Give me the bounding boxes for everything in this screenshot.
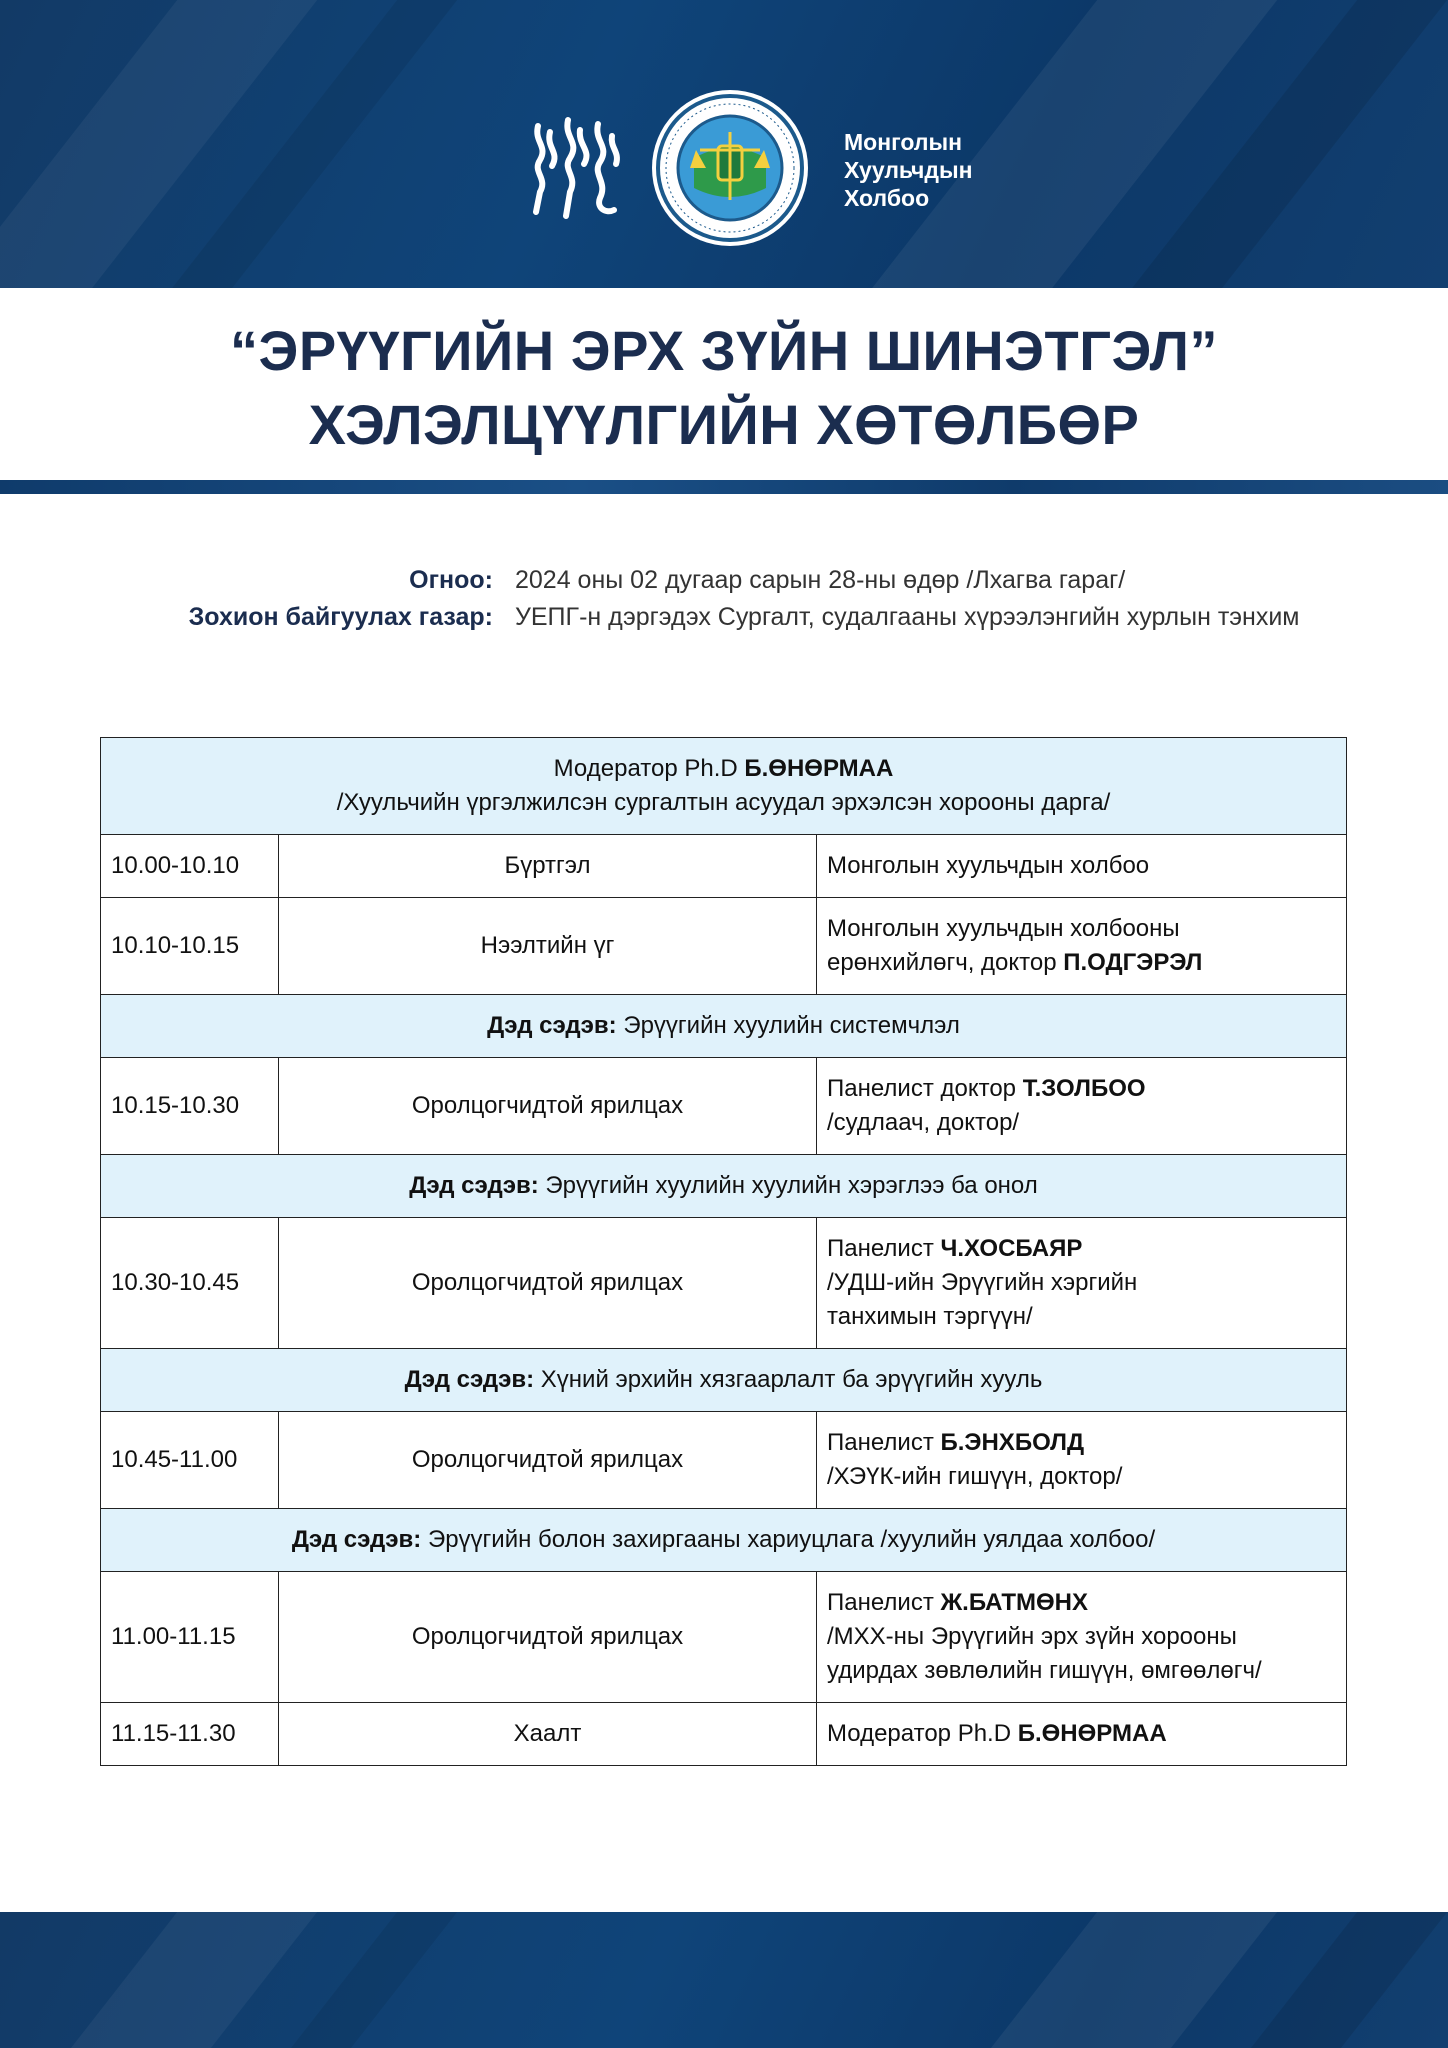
- date-row: [0, 562, 1448, 599]
- subtopic-row: [101, 1349, 1347, 1412]
- org-name-line-1: Монголын: [844, 129, 962, 155]
- date-label: Огноо:: [409, 566, 493, 594]
- speaker-role-line-1: /МХХ-ны Эрүүгийн эрх зүйн хорооны: [827, 1623, 1237, 1650]
- time-cell: 10.45-11.00: [101, 1412, 279, 1509]
- subtopic-label: Дэд сэдэв:: [409, 1172, 539, 1199]
- title-line-1: “ЭРҮҮГИЙН ЭРХ ЗҮЙН ШИНЭТГЭЛ”: [230, 319, 1218, 382]
- speaker-name: Ч.ХОСБАЯР: [940, 1235, 1083, 1262]
- subtopic-row: [101, 1155, 1347, 1218]
- footer-banner: [0, 1912, 1448, 2048]
- speaker-prefix: Панелист: [827, 1235, 941, 1262]
- subtopic-text: Эрүүгийн болон захиргааны хариуцлага /хуулийн уялдаа холбоо/: [427, 1526, 1156, 1553]
- table-row: [101, 1412, 1347, 1509]
- time-cell: 10.30-10.45: [101, 1218, 279, 1349]
- subtopic-text: Эрүүгийн хуулийн хуулийн хэрэглээ ба онол: [545, 1172, 1038, 1199]
- org-name-line-3: Холбоо: [844, 185, 930, 211]
- speaker-role: /ХЭҮК-ийн гишүүн, доктор/: [827, 1463, 1123, 1490]
- speaker-name: Б.ӨНӨРМАА: [1017, 1720, 1167, 1747]
- speaker-prefix: ерөнхийлөгч, доктор: [827, 949, 1064, 976]
- speaker-cell: [817, 898, 1347, 995]
- subtopic-label: Дэд сэдэв:: [404, 1366, 535, 1393]
- speaker-role-line-2: танхимын тэргүүн/: [827, 1303, 1033, 1330]
- activity-cell: Нээлтийн үг: [279, 898, 817, 995]
- speaker-cell: [817, 1218, 1347, 1349]
- speaker-name: П.ОДГЭРЭЛ: [1063, 949, 1203, 976]
- activity-cell: Оролцогчидтой ярилцах: [279, 1058, 817, 1155]
- speaker-role-line-2: удирдах зөвлөлийн гишүүн, өмгөөлөгч/: [827, 1657, 1262, 1684]
- speaker-cell: Монголын хуульчдын холбоо: [817, 835, 1347, 898]
- moderator-cell: [101, 738, 1347, 835]
- activity-cell: Оролцогчидтой ярилцах: [279, 1572, 817, 1703]
- speaker-name: Т.ЗОЛБОО: [1022, 1075, 1146, 1102]
- speaker-cell: [817, 1412, 1347, 1509]
- moderator-row: [101, 738, 1347, 835]
- time-cell: 10.15-10.30: [101, 1058, 279, 1155]
- subtopic-label: Дэд сэдэв:: [487, 1012, 617, 1039]
- subtopic-cell: [101, 1155, 1347, 1218]
- speaker-prefix: Панелист: [827, 1429, 941, 1456]
- logo-group: [520, 88, 1040, 248]
- mongolian-script-logo-icon: [520, 112, 630, 224]
- subtopic-cell: [101, 1509, 1347, 1572]
- speaker-role-line-1: /УДШ-ийн Эрүүгийн хэргийн: [827, 1269, 1138, 1296]
- moderator-prefix: Модератор Ph.D: [553, 755, 745, 782]
- time-cell: 11.15-11.30: [101, 1703, 279, 1766]
- speaker-cell: [817, 1058, 1347, 1155]
- venue-label: Зохион байгуулах газар:: [188, 603, 493, 631]
- time-cell: 10.10-10.15: [101, 898, 279, 995]
- org-name: [844, 128, 973, 212]
- speaker-prefix: Панелист доктор: [827, 1075, 1023, 1102]
- title-line-2: ХЭЛЭЛЦҮҮЛГИЙН ХӨТӨЛБӨР: [308, 393, 1140, 456]
- activity-cell: Хаалт: [279, 1703, 817, 1766]
- speaker-cell: [817, 1703, 1347, 1766]
- activity-cell: Оролцогчидтой ярилцах: [279, 1412, 817, 1509]
- subtopic-cell: [101, 1349, 1347, 1412]
- divider-bar: [0, 480, 1448, 494]
- time-cell: 11.00-11.15: [101, 1572, 279, 1703]
- moderator-role: /Хуульчийн үргэлжилсэн сургалтын асуудал эрхэлсэн хорооны дарга/: [336, 789, 1111, 816]
- table-row: [101, 1058, 1347, 1155]
- bar-association-emblem-icon: [650, 88, 810, 248]
- time-cell: 10.00-10.10: [101, 835, 279, 898]
- org-name-line-2: Хуульчдын: [844, 157, 973, 183]
- venue-value: УЕПГ-н дэргэдэх Сургалт, судалгааны хүрээлэнгийн хурлын тэнхим: [515, 603, 1300, 631]
- table-row: [101, 835, 1347, 898]
- activity-cell: Оролцогчидтой ярилцах: [279, 1218, 817, 1349]
- speaker-cell: [817, 1572, 1347, 1703]
- subtopic-text: Эрүүгийн хуулийн системчлэл: [623, 1012, 960, 1039]
- table-row: [101, 898, 1347, 995]
- subtopic-text: Хүний эрхийн хязгаарлалт ба эрүүгийн хууль: [540, 1366, 1043, 1393]
- speaker-prefix: Модератор Ph.D: [827, 1720, 1018, 1747]
- title-band: [0, 288, 1448, 480]
- moderator-name: Б.ӨНӨРМАА: [744, 755, 894, 782]
- speaker-role: /судлаач, доктор/: [827, 1109, 1020, 1136]
- speaker-line-1: Монголын хуульчдын холбооны: [827, 915, 1180, 942]
- subtopic-cell: [101, 995, 1347, 1058]
- event-info: [0, 562, 1448, 636]
- date-value: 2024 оны 02 дугаар сарын 28-ны өдөр /Лхагва гараг/: [515, 566, 1126, 594]
- table-row: [101, 1218, 1347, 1349]
- venue-row: [0, 599, 1448, 636]
- speaker-name: Ж.БАТМӨНХ: [940, 1589, 1088, 1616]
- subtopic-label: Дэд сэдэв:: [291, 1526, 422, 1553]
- speaker-name: Б.ЭНХБОЛД: [940, 1429, 1085, 1456]
- page-title: [0, 314, 1448, 462]
- speaker-prefix: Панелист: [827, 1589, 941, 1616]
- subtopic-row: [101, 1509, 1347, 1572]
- table-row: [101, 1703, 1347, 1766]
- table-row: [101, 1572, 1347, 1703]
- subtopic-row: [101, 995, 1347, 1058]
- header-banner: [0, 0, 1448, 288]
- activity-cell: Бүртгэл: [279, 835, 817, 898]
- agenda-table: [100, 737, 1347, 1766]
